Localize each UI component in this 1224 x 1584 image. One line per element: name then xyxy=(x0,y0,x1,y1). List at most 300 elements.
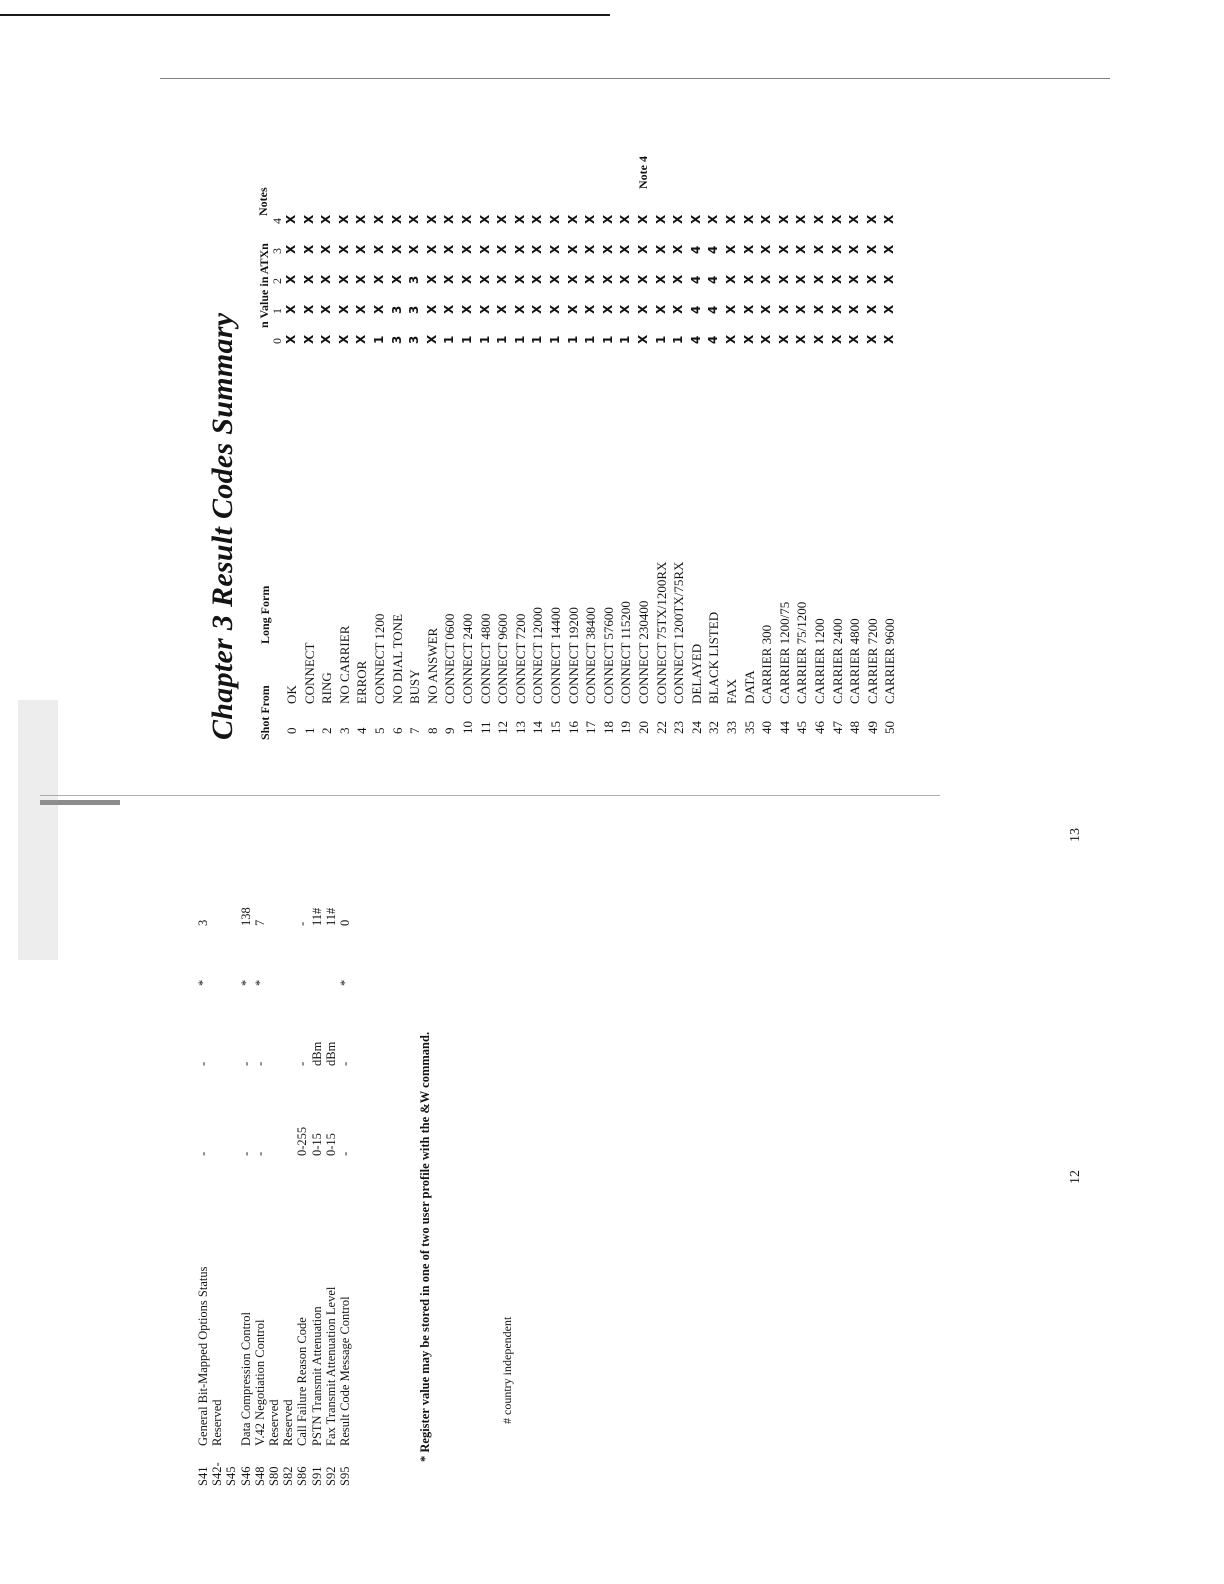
result-code-row xyxy=(882,134,896,844)
register-id: S45 xyxy=(224,1466,239,1486)
atx-value-cell: 1 xyxy=(460,335,474,344)
short-form-code: 14 xyxy=(530,721,546,734)
result-code-row xyxy=(319,134,333,844)
right-page xyxy=(0,134,1224,844)
short-form-code: 16 xyxy=(565,721,581,734)
atx-value-cell: 1 xyxy=(442,335,457,344)
atx-value-cell: 3 xyxy=(407,305,422,314)
result-code-row xyxy=(689,134,703,844)
atx-value-cell: 4 xyxy=(688,305,703,314)
register-units: - xyxy=(338,1061,352,1066)
atx-value-cell: X xyxy=(319,304,334,314)
atx-value-cell: X xyxy=(354,304,369,314)
header-notes: Notes xyxy=(256,187,270,216)
short-form-code: 23 xyxy=(671,721,687,734)
result-code-row xyxy=(636,134,650,844)
register-description: Data Compression Control xyxy=(238,1311,253,1446)
atx-value-cell: X xyxy=(759,244,774,254)
long-form-text: CONNECT 7200 xyxy=(512,613,528,704)
register-units: dBm xyxy=(323,1041,338,1066)
atx-value-cell: X xyxy=(548,304,562,314)
atx-value-cell: X xyxy=(284,244,298,254)
atx-value-cell: X xyxy=(636,304,650,314)
footnote-country-independent: # country independent xyxy=(500,1316,514,1424)
register-id: S80 xyxy=(267,1466,281,1486)
atx-value-cell: X xyxy=(565,244,580,254)
atx-value-cell: X xyxy=(759,214,774,224)
atx-value-cell: X xyxy=(583,214,598,224)
atx-value-cell: 1 xyxy=(671,335,686,344)
atx-value-cell: X xyxy=(653,274,668,284)
atx-value-cell: X xyxy=(794,214,809,224)
atx-value-cell: X xyxy=(847,334,862,344)
result-code-row xyxy=(566,134,580,844)
atx-value-cell: X xyxy=(389,214,404,224)
atx-value-cell: X xyxy=(671,214,686,224)
atx-value-cell: X xyxy=(882,244,897,254)
atx-value-cell: X xyxy=(336,274,351,284)
atx-value-cell: X xyxy=(354,334,369,344)
atx-value-cell: X xyxy=(812,334,826,344)
atx-value-cell: X xyxy=(301,244,316,254)
atx-value-cell: X xyxy=(882,304,897,314)
long-form-text: DATA xyxy=(741,670,757,704)
register-default: 3 xyxy=(196,919,210,926)
register-row xyxy=(253,866,267,1486)
page-number-left: 12 xyxy=(1068,1170,1083,1184)
result-code-row xyxy=(794,134,808,844)
atx-value-cell: X xyxy=(847,304,862,314)
long-form-text: CONNECT 1200 xyxy=(372,613,387,704)
register-range: 0-15 xyxy=(323,1133,338,1156)
atx-value-cell: X xyxy=(583,274,598,284)
atx-value-cell: X xyxy=(407,214,422,224)
atx-value-cell: X xyxy=(512,304,527,314)
atx-value-cell: X xyxy=(372,304,386,314)
atx-value-cell: 1 xyxy=(565,335,580,344)
atx-value-cell: X xyxy=(512,274,527,284)
long-form-text: RING xyxy=(319,672,335,704)
register-id: S95 xyxy=(338,1466,352,1486)
atx-value-cell: X xyxy=(812,274,826,284)
atx-value-cell: X xyxy=(442,244,457,254)
atx-value-cell: X xyxy=(600,274,615,284)
atx-value-cell: X xyxy=(653,244,668,254)
atx-column-4: 4 xyxy=(270,218,284,224)
atx-value-cell: X xyxy=(671,244,686,254)
atx-value-cell: 4 xyxy=(688,245,703,254)
atx-value-cell: X xyxy=(636,244,650,254)
short-form-code: 15 xyxy=(548,721,563,734)
atx-value-cell: X xyxy=(864,274,879,284)
atx-value-cell: X xyxy=(724,334,738,344)
atx-value-cell: X xyxy=(864,334,879,344)
register-description: General Bit-Mapped Options Status xyxy=(196,1266,210,1446)
atx-value-cell: 4 xyxy=(688,275,703,284)
atx-column-3: 3 xyxy=(270,248,284,254)
long-form-text: ERROR xyxy=(354,660,370,704)
atx-value-cell: 1 xyxy=(495,335,510,344)
register-id: S48 xyxy=(252,1466,267,1486)
long-form-text: OK xyxy=(284,685,299,704)
register-id: S91 xyxy=(309,1466,324,1486)
atx-value-cell: 3 xyxy=(407,335,422,344)
atx-value-cell: X xyxy=(600,244,615,254)
register-table xyxy=(196,866,396,1486)
long-form-text: CONNECT 14400 xyxy=(548,607,563,704)
header-n-value: n Value in ATXn xyxy=(257,243,271,328)
short-form-code: 8 xyxy=(424,727,440,734)
result-code-row xyxy=(742,134,756,844)
atx-value-cell: X xyxy=(336,214,351,224)
register-description: Reserved xyxy=(267,1399,281,1446)
atx-value-cell: X xyxy=(864,304,879,314)
result-code-row xyxy=(407,134,421,844)
header-short-form: Shot From xyxy=(258,685,272,740)
atx-value-cell: X xyxy=(301,214,316,224)
atx-value-cell: X xyxy=(829,334,844,344)
atx-value-cell: X xyxy=(284,334,298,344)
register-units: - xyxy=(252,1061,267,1066)
atx-value-cell: X xyxy=(776,244,791,254)
long-form-text: CARRIER 75/1200 xyxy=(794,601,810,704)
atx-value-cell: X xyxy=(618,274,633,284)
result-code-row xyxy=(460,134,474,844)
atx-value-cell: X xyxy=(794,274,809,284)
atx-value-cell: X xyxy=(882,334,897,344)
atx-value-cell: X xyxy=(829,274,844,284)
result-code-row xyxy=(601,134,615,844)
footnote-register-profile: * Register value may be stored in one of two user profile with the &W command. xyxy=(418,1031,432,1462)
atx-value-cell: 4 xyxy=(706,275,721,284)
atx-value-cell: X xyxy=(424,304,439,314)
short-form-code: 32 xyxy=(706,721,722,734)
register-description: PSTN Transmit Attenuation xyxy=(309,1306,324,1446)
atx-value-cell: X xyxy=(618,304,633,314)
register-row xyxy=(196,866,210,1486)
long-form-text: CARRIER 9600 xyxy=(882,618,898,704)
result-code-row xyxy=(284,134,298,844)
atx-value-cell: X xyxy=(460,274,474,284)
register-row xyxy=(267,866,281,1486)
register-stored-flag: * xyxy=(196,979,210,986)
atx-value-cell: X xyxy=(741,334,756,344)
atx-value-cell: X xyxy=(724,214,738,224)
atx-value-cell: X xyxy=(354,244,369,254)
atx-value-cell: 4 xyxy=(706,305,721,314)
atx-value-cell: X xyxy=(424,274,439,284)
atx-value-cell: X xyxy=(759,334,774,344)
long-form-text: CARRIER 4800 xyxy=(847,618,863,704)
result-code-row xyxy=(513,134,527,844)
long-form-text: BLACK LISTED xyxy=(706,611,722,704)
atx-value-cell: X xyxy=(477,274,492,284)
register-range: - xyxy=(338,1151,352,1156)
atx-column-1: 1 xyxy=(270,308,284,314)
long-form-text: CONNECT 115200 xyxy=(618,601,634,704)
atx-value-cell: X xyxy=(284,214,298,224)
long-form-text: BUSY xyxy=(407,669,423,704)
long-form-text: CONNECT 38400 xyxy=(583,607,599,704)
short-form-code: 4 xyxy=(354,727,370,734)
atx-column-0: 0 xyxy=(270,338,284,344)
long-form-text: CONNECT 230400 xyxy=(636,600,651,704)
atx-value-cell: X xyxy=(636,334,650,344)
register-id: S46 xyxy=(238,1466,253,1486)
atx-value-cell: 1 xyxy=(477,335,492,344)
register-row xyxy=(210,866,224,1486)
short-form-code: 7 xyxy=(407,727,423,734)
long-form-text: CONNECT 9600 xyxy=(495,613,511,704)
result-code-row xyxy=(583,134,597,844)
short-form-code: 12 xyxy=(495,721,511,734)
long-form-text: CONNECT 12000 xyxy=(530,607,546,704)
result-code-row xyxy=(847,134,861,844)
atx-value-cell: X xyxy=(319,274,334,284)
long-form-text: CARRIER 2400 xyxy=(829,618,845,704)
register-description: V.42 Negotiation Control xyxy=(252,1319,267,1446)
short-form-code: 44 xyxy=(776,721,792,734)
atx-value-cell: X xyxy=(319,334,334,344)
atx-value-cell: X xyxy=(600,304,615,314)
register-id: S41 xyxy=(196,1466,210,1486)
long-form-text: NO ANSWER xyxy=(424,627,440,704)
register-default: 0 xyxy=(338,919,352,926)
register-description: Call Failure Reason Code xyxy=(295,1317,310,1446)
register-range: - xyxy=(238,1151,253,1156)
atx-value-cell: X xyxy=(671,304,686,314)
atx-value-cell: X xyxy=(618,214,633,224)
atx-value-cell: X xyxy=(847,244,862,254)
register-row xyxy=(224,866,238,1486)
atx-value-cell: X xyxy=(442,214,457,224)
atx-value-cell: X xyxy=(301,274,316,284)
atx-value-cell: 1 xyxy=(548,335,562,344)
atx-value-cell: X xyxy=(812,214,826,224)
register-row xyxy=(310,866,324,1486)
short-form-code: 17 xyxy=(583,721,599,734)
register-stored-flag: * xyxy=(338,979,352,986)
atx-value-cell: 4 xyxy=(706,335,721,344)
result-code-row xyxy=(390,134,404,844)
result-code-row xyxy=(425,134,439,844)
atx-value-cell: 3 xyxy=(389,305,404,314)
register-id: S82 xyxy=(281,1466,296,1486)
result-code-row xyxy=(495,134,509,844)
register-stored-flag: * xyxy=(252,979,267,986)
atx-value-cell: X xyxy=(759,304,774,314)
short-form-code: 13 xyxy=(512,721,528,734)
atx-value-cell: X xyxy=(882,214,897,224)
atx-value-cell: X xyxy=(776,274,791,284)
atx-value-cell: 1 xyxy=(512,335,527,344)
short-form-code: 48 xyxy=(847,721,863,734)
atx-value-cell: X xyxy=(706,214,721,224)
atx-value-cell: 1 xyxy=(583,335,598,344)
atx-value-cell: X xyxy=(336,334,351,344)
atx-value-cell: X xyxy=(847,274,862,284)
atx-value-cell: X xyxy=(829,214,844,224)
atx-value-cell: X xyxy=(407,244,422,254)
atx-value-cell: X xyxy=(688,214,703,224)
register-range: - xyxy=(196,1151,210,1156)
result-code-row xyxy=(442,134,456,844)
atx-value-cell: X xyxy=(460,244,474,254)
register-units: - xyxy=(238,1061,253,1066)
atx-value-cell: X xyxy=(442,274,457,284)
atx-value-cell: X xyxy=(301,334,316,344)
atx-value-cell: X xyxy=(548,244,562,254)
long-form-text: DELAYED xyxy=(688,643,704,704)
long-form-text: CARRIER 300 xyxy=(759,624,775,704)
long-form-text: CONNECT 0600 xyxy=(442,613,458,704)
long-form-text: CONNECT 57600 xyxy=(600,607,616,704)
result-code-row xyxy=(354,134,368,844)
result-code-row xyxy=(618,134,632,844)
result-code-row xyxy=(478,134,492,844)
register-id: S42- xyxy=(210,1462,225,1486)
long-form-text: NO DIAL TONE xyxy=(389,613,405,704)
short-form-code: 5 xyxy=(372,727,387,734)
atx-value-cell: X xyxy=(477,304,492,314)
result-codes-table xyxy=(284,134,904,844)
atx-value-cell: X xyxy=(354,214,369,224)
register-row xyxy=(281,866,295,1486)
atx-value-cell: X xyxy=(424,334,439,344)
register-description: Reserved xyxy=(281,1399,296,1446)
atx-value-cell: X xyxy=(460,214,474,224)
atx-value-cell: X xyxy=(319,214,334,224)
register-description: Reserved xyxy=(210,1399,225,1446)
register-id: S86 xyxy=(295,1466,310,1486)
atx-value-cell: X xyxy=(512,244,527,254)
atx-value-cell: X xyxy=(565,274,580,284)
atx-value-cell: X xyxy=(794,244,809,254)
atx-value-cell: X xyxy=(372,244,386,254)
register-range: 0-15 xyxy=(309,1133,324,1156)
short-form-code: 3 xyxy=(336,727,352,734)
short-form-code: 1 xyxy=(301,727,317,734)
atx-value-cell: X xyxy=(583,304,598,314)
atx-value-cell: X xyxy=(741,274,756,284)
atx-value-cell: X xyxy=(776,214,791,224)
register-range: - xyxy=(252,1151,267,1156)
long-form-text: CARRIER 1200 xyxy=(812,618,827,704)
atx-value-cell: X xyxy=(336,304,351,314)
short-form-code: 35 xyxy=(741,721,757,734)
atx-value-cell: X xyxy=(495,214,510,224)
page-title: Chapter 3 Result Codes Summary xyxy=(206,312,239,740)
register-default: 11# xyxy=(309,907,324,926)
long-form-text: CONNECT 19200 xyxy=(565,607,581,704)
short-form-code: 20 xyxy=(636,721,651,734)
atx-value-cell: X xyxy=(530,304,545,314)
atx-value-cell: X xyxy=(600,214,615,224)
atx-value-cell: X xyxy=(864,214,879,224)
atx-value-cell: X xyxy=(548,274,562,284)
long-form-text: CONNECT 2400 xyxy=(460,613,475,704)
atx-value-cell: X xyxy=(424,244,439,254)
atx-value-cell: X xyxy=(741,244,756,254)
long-form-text: CONNECT 4800 xyxy=(477,613,493,704)
left-page xyxy=(0,844,1224,1584)
atx-value-cell: X xyxy=(882,274,897,284)
long-form-text: CONNECT 75TX/1200RX xyxy=(653,561,669,704)
atx-value-cell: X xyxy=(495,274,510,284)
atx-value-cell: X xyxy=(336,244,351,254)
atx-value-cell: X xyxy=(389,274,404,284)
short-form-code: 11 xyxy=(477,721,493,734)
result-code-row xyxy=(706,134,720,844)
register-default: - xyxy=(295,921,310,926)
rotated-spread xyxy=(0,134,1224,1584)
atx-value-cell: X xyxy=(724,244,738,254)
register-range: 0-255 xyxy=(295,1126,310,1156)
short-form-code: 50 xyxy=(882,721,898,734)
top-scan-rule xyxy=(0,14,610,16)
atx-value-cell: X xyxy=(354,274,369,284)
atx-value-cell: X xyxy=(495,304,510,314)
long-form-text: NO CARRIER xyxy=(336,625,352,704)
atx-value-cell: X xyxy=(759,274,774,284)
short-form-code: 33 xyxy=(724,721,739,734)
register-default: 11# xyxy=(323,907,338,926)
atx-value-cell: 3 xyxy=(407,275,422,284)
atx-value-cell: X xyxy=(301,304,316,314)
top-scan-rule-faint xyxy=(160,78,1110,79)
atx-value-cell: X xyxy=(724,304,738,314)
atx-value-cell: X xyxy=(847,214,862,224)
atx-value-cell: X xyxy=(618,244,633,254)
result-code-row xyxy=(865,134,879,844)
atx-value-cell: 1 xyxy=(600,335,615,344)
long-form-text: CONNECT xyxy=(301,642,317,704)
result-code-row xyxy=(724,134,738,844)
short-form-code: 19 xyxy=(618,721,634,734)
short-form-code: 24 xyxy=(688,721,704,734)
short-form-code: 45 xyxy=(794,721,810,734)
short-form-code: 0 xyxy=(284,727,299,734)
atx-value-cell: X xyxy=(548,214,562,224)
result-code-row xyxy=(777,134,791,844)
result-code-row xyxy=(812,134,826,844)
result-code-row xyxy=(548,134,562,844)
register-description: Result Code Message Control xyxy=(338,1296,352,1446)
register-units: - xyxy=(295,1061,310,1066)
atx-value-cell: X xyxy=(477,214,492,224)
atx-value-cell: X xyxy=(565,304,580,314)
register-default: 138 xyxy=(238,907,253,926)
short-form-code: 49 xyxy=(864,721,880,734)
atx-value-cell: X xyxy=(829,244,844,254)
result-code-row xyxy=(671,134,685,844)
atx-value-cell: 1 xyxy=(530,335,545,344)
short-form-code: 18 xyxy=(600,721,616,734)
atx-value-cell: 3 xyxy=(389,335,404,344)
register-row xyxy=(324,866,338,1486)
atx-value-cell: X xyxy=(372,214,386,224)
atx-column-2: 2 xyxy=(270,278,284,284)
atx-value-cell: X xyxy=(812,244,826,254)
atx-value-cell: X xyxy=(284,274,298,284)
register-description: Fax Transmit Attenuation Level xyxy=(323,1286,338,1446)
atx-value-cell: X xyxy=(530,214,545,224)
row-note: Note 4 xyxy=(636,156,650,189)
short-form-code: 40 xyxy=(759,721,775,734)
register-units: dBm xyxy=(309,1041,324,1066)
atx-column-numbers xyxy=(270,134,284,844)
short-form-code: 47 xyxy=(829,721,845,734)
